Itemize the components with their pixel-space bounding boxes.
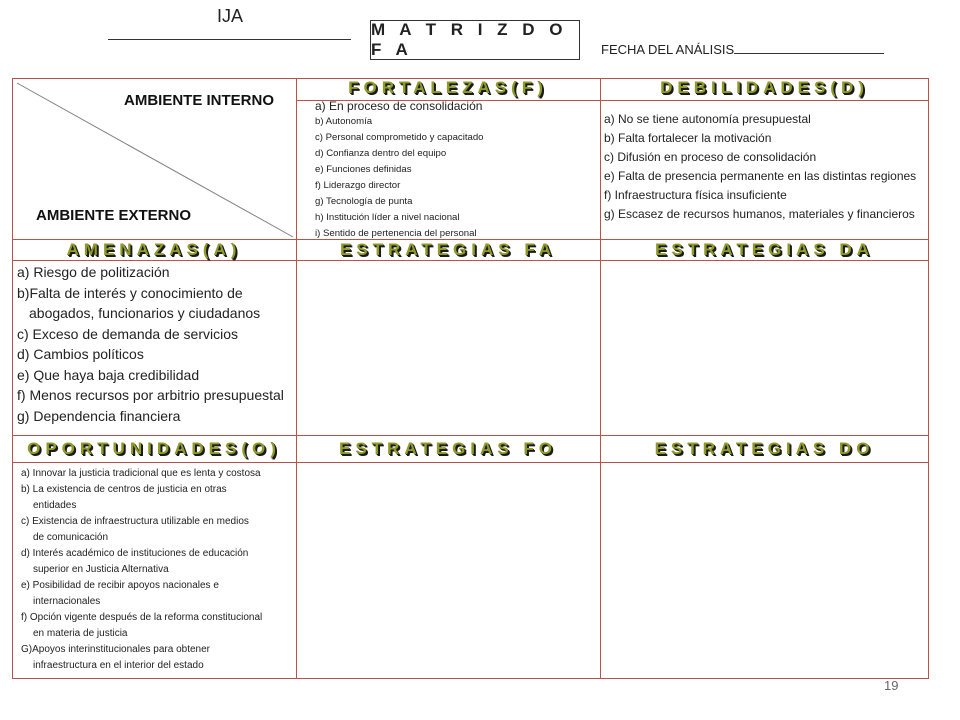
fortalezas-header: FORTALEZAS(F) [348,78,548,97]
grid-divider-vertical-2 [600,79,601,678]
amenazas-list [17,262,284,426]
estrategias-do-header: ESTRATEGIAS DO [654,439,875,458]
analysis-date-label: FECHA DEL ANÁLISIS [601,42,735,57]
list-item: a) Innovar la justicia tradicional que es lenta y costosa [21,468,261,479]
list-item: G)Apoyos interinstitucionales para obtener [21,644,210,655]
list-item: c) Exceso de demanda de servicios [17,325,238,342]
list-item: b) La existencia de centros de justicia en otras [21,484,227,495]
fortalezas-list [315,98,484,242]
list-item: f) Menos recursos por arbitrio presupuestal [17,387,284,403]
list-item: i) Sentido de pertenencia del personal [315,228,477,239]
grid-divider-horizontal-2 [13,435,928,436]
header-row-line-3 [13,462,928,463]
amenazas-header: AMENAZAS(A) [66,240,242,259]
list-item: b) Autonomía [315,116,373,127]
ambiente-interno-label: AMBIENTE INTERNO [124,92,274,109]
list-item: b)Falta de interés y conocimiento de [17,284,243,301]
list-item: superior en Justicia Alternativa [33,564,169,575]
list-item: e) Posibilidad de recibir apoyos nacionales e [21,580,219,591]
list-item: e) Falta de presencia permanente en las distintas regiones [604,169,917,183]
list-item: c) Existencia de infraestructura utilizable en medios [21,516,249,527]
header-row-line-2 [13,260,928,261]
organization-underline [108,39,351,40]
estrategias-fo-header: ESTRATEGIAS FO [339,439,557,458]
list-item: a) En proceso de consolidación [315,99,483,113]
list-item: f) Opción vigente después de la reforma constitucional [21,612,263,623]
page-number: 19 [884,678,899,693]
list-item: g) Tecnología de punta [315,196,413,207]
list-item: entidades [33,500,77,511]
organization-label: IJA [217,6,244,26]
estrategias-da-header: ESTRATEGIAS DA [655,240,874,259]
list-item: internacionales [33,596,101,607]
estrategias-fa-header: ESTRATEGIAS FA [339,240,557,259]
oportunidades-header: OPORTUNIDADES(O) [27,439,281,458]
list-item: de comunicación [33,532,109,543]
list-item: infraestructura en el interior del estado [33,660,204,671]
list-item: h) Institución líder a nivel nacional [315,212,460,223]
list-item: b) Falta fortalecer la motivación [604,131,772,145]
list-item: a) No se tiene autonomía presupuestal [604,112,811,126]
list-item: abogados, funcionarios y ciudadanos [29,305,261,321]
list-item: f) Liderazgo director [315,180,401,191]
debilidades-list [604,110,916,224]
ambiente-externo-label: AMBIENTE EXTERNO [36,207,192,224]
list-item: d) Interés académico de instituciones de educación [21,548,249,559]
list-item: e) Que haya baja credibilidad [17,366,200,383]
analysis-date-blank [734,41,884,54]
list-item: g) Escasez de recursos humanos, materiales y financieros [604,207,915,221]
debilidades-header: DEBILIDADES(D) [660,78,869,97]
list-item: e) Funciones definidas [315,164,412,175]
matrix-title: M A T R I Z D O F A [370,20,580,60]
list-item: c) Difusión en proceso de consolidación [604,150,817,164]
list-item: g) Dependencia financiera [17,407,181,424]
analysis-date-field [601,41,884,57]
oportunidades-list [21,466,262,674]
list-item: f) Infraestructura física insuficiente [604,188,787,202]
list-item: d) Cambios políticos [17,346,144,362]
list-item: c) Personal comprometido y capacitado [315,132,484,143]
list-item: a) Riesgo de politización [17,264,170,280]
list-item: en materia de justicia [33,628,128,639]
list-item: d) Confianza dentro del equipo [315,148,447,159]
